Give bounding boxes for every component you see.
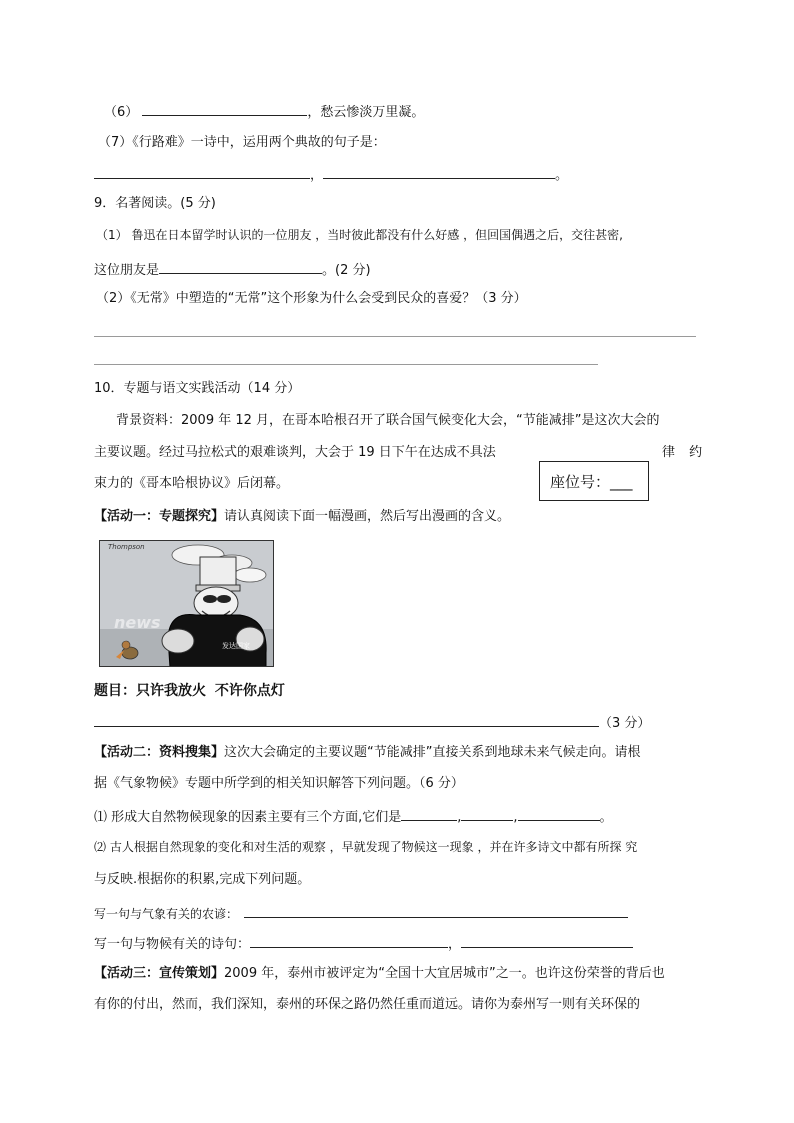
activity1-answer [94, 712, 650, 733]
cartoon-title: 题目：只许我放火 不许你点灯 [94, 683, 285, 699]
q8-item6-number: （6） [104, 105, 139, 120]
activity2-poem-label: 写一句与物候有关的诗句： [94, 937, 251, 952]
q8-item7-answer [94, 164, 568, 185]
activity3-line2: 有你的付出，然而，我们深知，泰州的环保之路仍然任重而道远。请你为泰州写一则有关环保的 [94, 997, 641, 1012]
q9-title: 9．名著阅读。(5 分) [94, 196, 216, 211]
q10-background-line2b: 律 约 [662, 445, 703, 460]
activity2-poem-separator: ， [448, 937, 462, 952]
q10-title: 10．专题与语文实践活动（14 分） [94, 381, 301, 396]
activity2-q1-blank-1[interactable] [401, 806, 457, 821]
q8-item6-text: ，愁云惨淡万里凝。 [307, 105, 425, 120]
q9-part1-prefix: 这位朋友是 [94, 263, 160, 278]
activity2-poem-blank-1[interactable] [250, 933, 448, 948]
seat-number-box[interactable]: 座位号：___ [539, 461, 649, 501]
activity1-prompt [94, 508, 510, 526]
activity3-label: 【活动三：宣传策划】 [94, 966, 225, 981]
q9-part1-line2 [94, 259, 371, 280]
q8-item6 [104, 101, 424, 122]
q8-item6-blank[interactable] [142, 101, 307, 116]
cartoon-watermark: news [114, 613, 161, 632]
activity1-score: （3 分） [599, 716, 651, 731]
q9-answer-line-2[interactable] [94, 364, 598, 365]
q9-part2: （2）《无常》中塑造的“无常”这个形象为什么会受到民众的喜爱？（3 分） [96, 291, 527, 306]
q8-item7-blank-2[interactable] [323, 164, 555, 179]
activity2-line1 [94, 744, 641, 762]
q8-item7-separator: ， [310, 168, 324, 183]
activity2-q1-sep-1: , [457, 810, 462, 825]
activity2-q1-text: ⑴ 形成大自然物候现象的因素主要有三个方面,它们是 [94, 810, 402, 825]
activity1-label: 【活动一：专题探究】 [94, 509, 225, 524]
q8-item7-blank-1[interactable] [94, 164, 310, 179]
activity2-q1-end: 。 [599, 810, 613, 825]
q9-part1-blank[interactable] [159, 259, 322, 274]
q10-background-line3: 束力的《哥本哈根协议》后闭幕。 [94, 476, 290, 491]
activity2-q1 [94, 806, 613, 827]
activity2-q2-line2: 与反映.根据你的积累,完成下列问题。 [94, 872, 311, 887]
activity2-poem-blank-2[interactable] [461, 933, 633, 948]
q8-item7: （7）《行路难》一诗中，运用两个典故的句子是： [98, 135, 386, 150]
q10-background-line2a: 主要议题。经过马拉松式的艰难谈判，大会于 19 日下午在达成不具法 [94, 445, 496, 460]
activity3-text: 2009 年，泰州市被评定为“全国十大宜居城市”之一。也许这份荣誉的背后也 [224, 966, 665, 981]
activity2-label: 【活动二：资料搜集】 [94, 745, 225, 760]
q10-background-line1: 背景资料：2009 年 12 月，在哥本哈根召开了联合国气候变化大会，“节能减排”是这次大会的 [116, 413, 660, 428]
cartoon-image [99, 540, 274, 667]
activity3-line1 [94, 965, 665, 983]
cartoon-label: 发达国家 [222, 642, 250, 650]
q9-answer-line-1[interactable] [94, 336, 696, 337]
activity2-q2-line1: ⑵ 古人根据自然现象的变化和对生活的观察 ，早就发现了物候这一现象 ，并在许多诗文中都有所探 究 [94, 840, 638, 854]
activity2-proverb [94, 903, 628, 923]
activity2-poem [94, 933, 633, 954]
activity2-line2: 据《气象物候》专题中所学到的相关知识解答下列问题。（6 分） [94, 776, 464, 791]
activity1-text: 请认真阅读下面一幅漫画，然后写出漫画的含义。 [224, 509, 511, 524]
activity2-proverb-blank[interactable] [244, 903, 628, 918]
activity1-answer-blank[interactable] [94, 712, 599, 727]
q8-item7-end: 。 [555, 168, 569, 183]
activity2-proverb-label: 写一句与气象有关的农谚： [94, 907, 239, 921]
activity2-q1-sep-2: , [513, 810, 518, 825]
activity2-q1-blank-3[interactable] [518, 806, 600, 821]
activity2-text: 这次大会确定的主要议题“节能减排”直接关系到地球未来气候走向。请根 [224, 745, 641, 760]
q9-part1-suffix: 。(2 分) [322, 263, 371, 278]
q9-part1-line1: （1） 鲁迅在日本留学时认识的一位朋友 ，当时彼此都没有什么好感 ，但回国偶遇之后，交往甚密, [96, 228, 623, 242]
cartoon-signature: Thompson [108, 543, 145, 551]
activity2-q1-blank-2[interactable] [461, 806, 513, 821]
